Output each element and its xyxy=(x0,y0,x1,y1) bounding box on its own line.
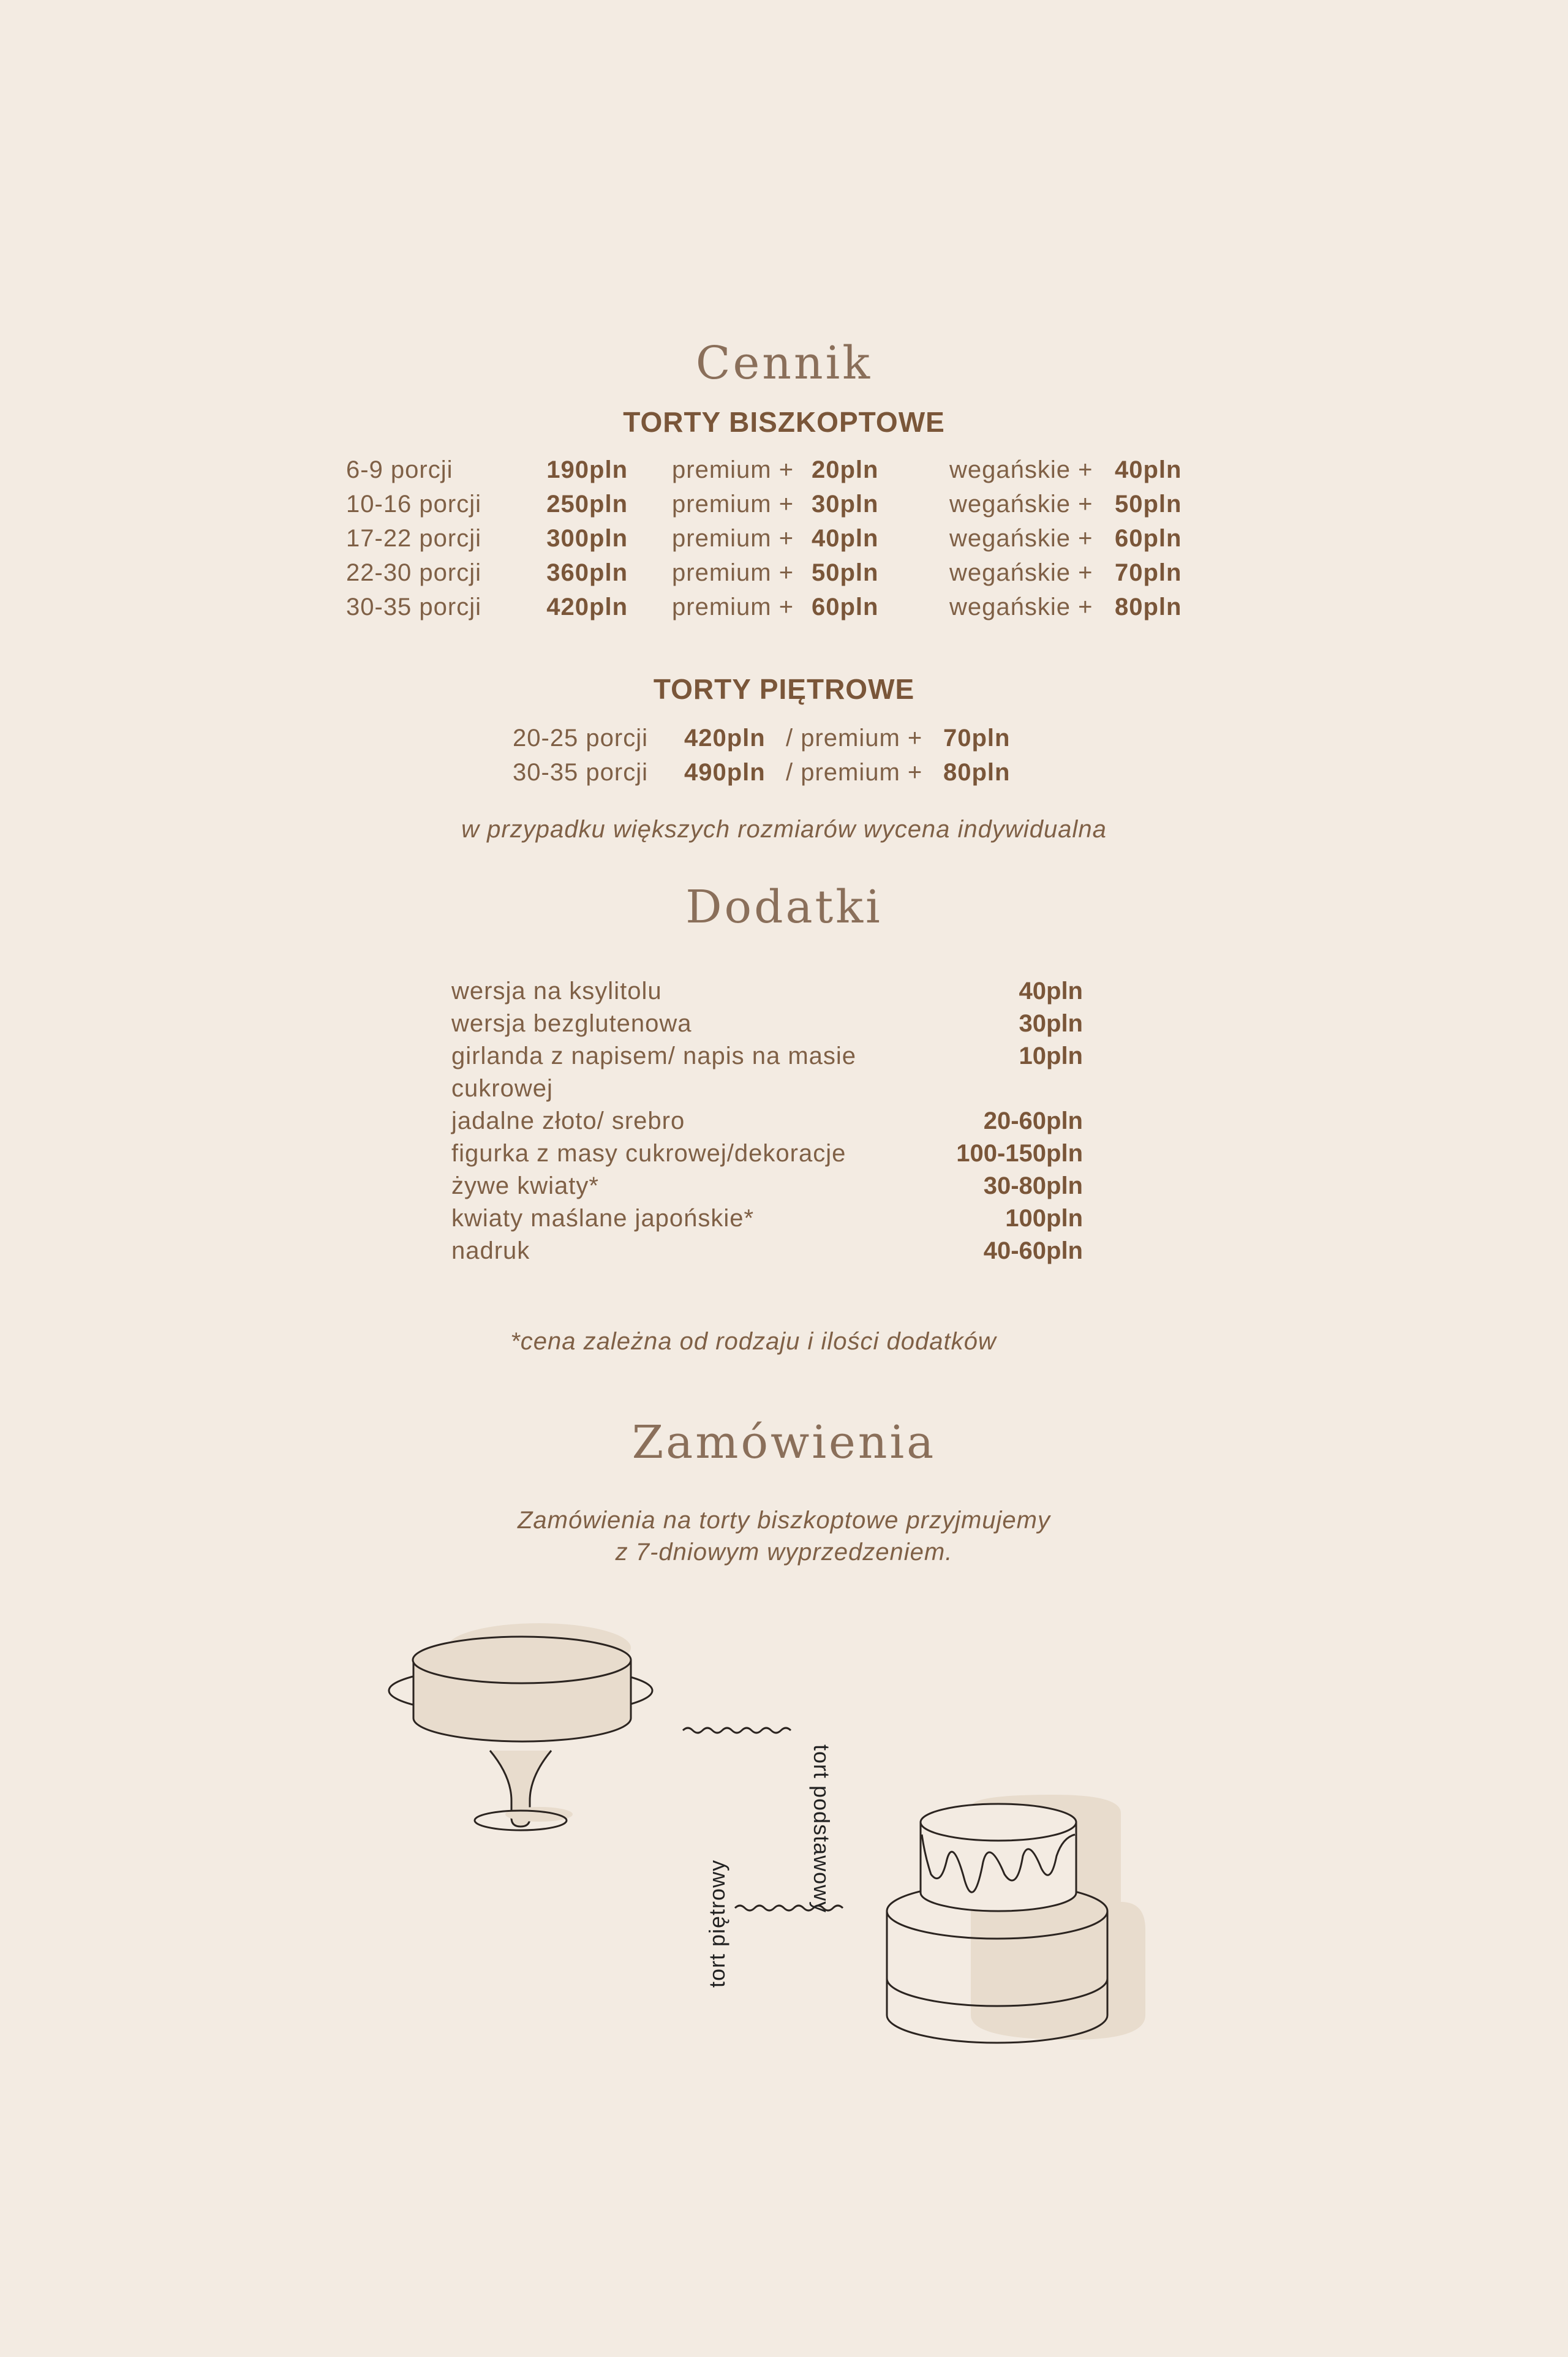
extra-price: 40-60pln xyxy=(983,1237,1083,1264)
biszkopt-vegan-price: 60pln xyxy=(1115,525,1182,552)
extra-price: 100-150pln xyxy=(956,1140,1083,1167)
biszkopt-premium-price: 30pln xyxy=(812,491,879,518)
extra-price: 40pln xyxy=(1019,978,1083,1005)
biszkopt-premium-label: premium + xyxy=(672,525,794,552)
order-note-line1: Zamówienia na torty biszkoptowe przyjmujemy xyxy=(518,1507,1050,1534)
basic-connector-wave xyxy=(683,1728,791,1733)
label-basic-cake: tort podstawowy xyxy=(809,1744,834,1914)
extra-price: 30-80pln xyxy=(983,1172,1083,1199)
biszkopt-vegan-price: 70pln xyxy=(1115,559,1182,586)
biszkopt-premium-price: 40pln xyxy=(812,525,879,552)
biszkopt-section-title: TORTY BISZKOPTOWE xyxy=(623,406,945,438)
biszkopt-portions: 22-30 porcji xyxy=(346,559,482,586)
biszkopt-price: 250pln xyxy=(546,491,628,518)
biszkopt-portions: 10-16 porcji xyxy=(346,491,482,518)
biszkopt-vegan-price: 40pln xyxy=(1115,456,1182,483)
biszkopt-vegan-label: wegańskie + xyxy=(949,525,1093,552)
extra-label: girlanda z napisem/ napis na masie xyxy=(451,1043,857,1069)
biszkopt-premium-price: 50pln xyxy=(812,559,879,586)
biszkopt-portions: 30-35 porcji xyxy=(346,594,482,620)
pietrowe-portions: 20-25 porcji xyxy=(513,725,649,752)
biszkopt-vegan-price: 80pln xyxy=(1115,594,1182,620)
pietrowe-section-title: TORTY PIĘTROWE xyxy=(653,673,915,705)
label-tiered-cake: tort piętrowy xyxy=(704,1859,729,1988)
biszkopt-vegan-price: 50pln xyxy=(1115,491,1182,518)
extra-label: wersja na ksylitolu xyxy=(451,978,662,1005)
pietrowe-price: 490pln xyxy=(684,759,766,786)
biszkopt-premium-price: 20pln xyxy=(812,456,879,483)
biszkopt-price: 300pln xyxy=(546,525,628,552)
extra-price: 10pln xyxy=(1019,1043,1083,1069)
biszkopt-premium-label: premium + xyxy=(672,456,794,483)
biszkopt-premium-label: premium + xyxy=(672,594,794,620)
zamowienia-title: Zamówienia xyxy=(631,1416,937,1469)
extra-label: kwiaty maślane japońskie* xyxy=(451,1205,755,1232)
biszkopt-price: 360pln xyxy=(546,559,628,586)
cakes-illustration xyxy=(0,1593,1568,2083)
extra-label: wersja bezglutenowa xyxy=(451,1010,692,1037)
extra-label-continued: cukrowej xyxy=(451,1075,553,1102)
biszkopt-premium-price: 60pln xyxy=(812,594,879,620)
biszkopt-price: 190pln xyxy=(546,456,628,483)
biszkopt-premium-label: premium + xyxy=(672,491,794,518)
pietrowe-premium-price: 80pln xyxy=(943,759,1011,786)
dodatki-title: Dodatki xyxy=(685,881,883,933)
biszkopt-portions: 6-9 porcji xyxy=(346,456,453,483)
pietrowe-premium-price: 70pln xyxy=(943,725,1011,752)
biszkopt-vegan-label: wegańskie + xyxy=(949,456,1093,483)
extra-label: żywe kwiaty* xyxy=(451,1172,599,1199)
biszkopt-vegan-label: wegańskie + xyxy=(949,491,1093,518)
extra-price: 20-60pln xyxy=(983,1107,1083,1134)
extra-price: 100pln xyxy=(1005,1205,1083,1232)
biszkopt-vegan-label: wegańskie + xyxy=(949,559,1093,586)
extras-note: *cena zależna od rodzaju i ilości dodatków xyxy=(510,1328,997,1355)
pietrowe-portions: 30-35 porcji xyxy=(513,759,649,786)
cennik-title: Cennik xyxy=(695,337,873,390)
pietrowe-premium-label: / premium + xyxy=(786,759,923,786)
pietrowe-premium-label: / premium + xyxy=(786,725,923,752)
biszkopt-vegan-label: wegańskie + xyxy=(949,594,1093,620)
extra-label: figurka z masy cukrowej/dekoracje xyxy=(451,1140,846,1167)
order-note-line2: z 7-dniowym wyprzedzeniem. xyxy=(615,1539,953,1566)
pietrowe-price: 420pln xyxy=(684,725,766,752)
extra-label: nadruk xyxy=(451,1237,530,1264)
biszkopt-portions: 17-22 porcji xyxy=(346,525,482,552)
biszkopt-premium-label: premium + xyxy=(672,559,794,586)
basic-cake-icon xyxy=(389,1623,652,1830)
large-size-note: w przypadku większych rozmiarów wycena indywidualna xyxy=(461,816,1107,843)
extra-label: jadalne złoto/ srebro xyxy=(451,1107,685,1134)
tiered-cake-icon xyxy=(887,1795,1145,2043)
biszkopt-price: 420pln xyxy=(546,594,628,620)
extra-price: 30pln xyxy=(1019,1010,1083,1037)
